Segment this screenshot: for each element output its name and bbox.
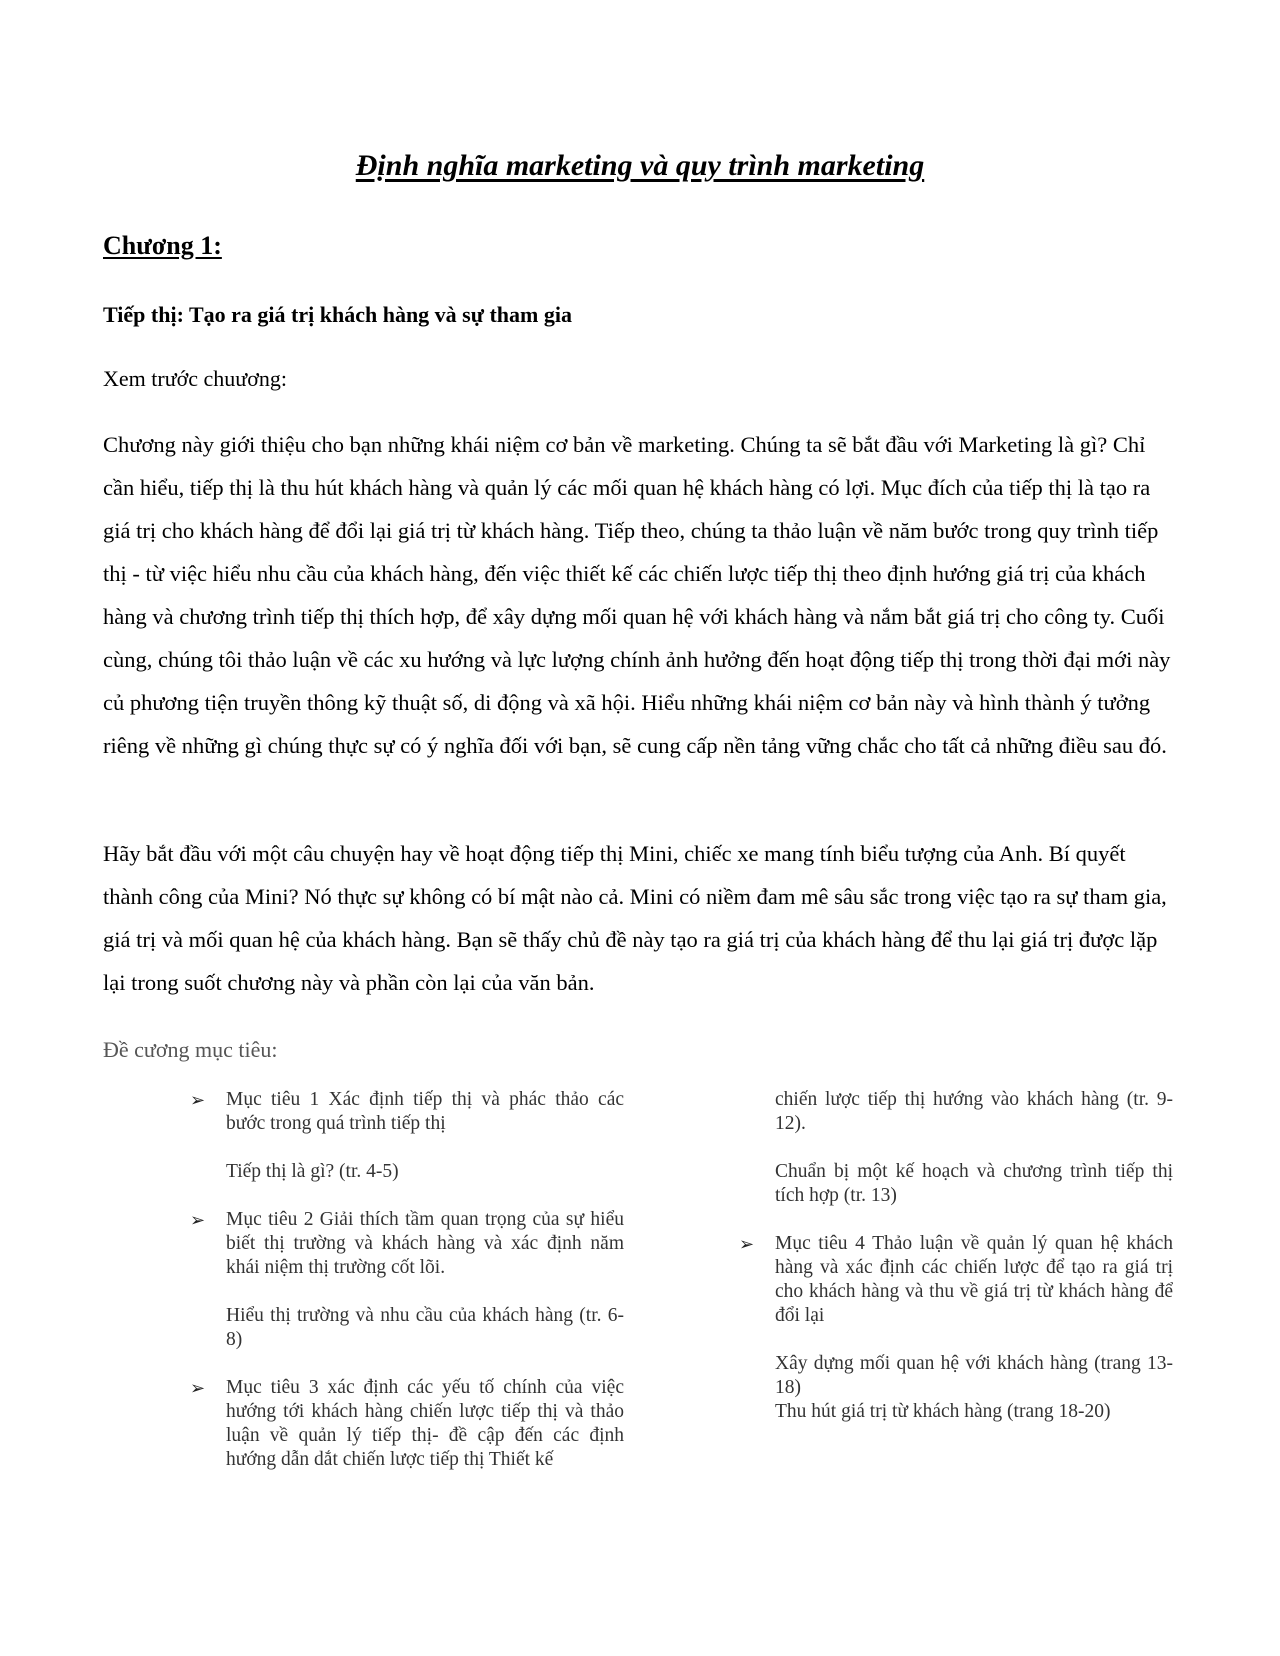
- objective-text: Mục tiêu 3 xác định các yếu tố chính của việc hướng tới khách hàng chiến lược tiếp thị và thảo luận về quản lý tiếp thị- đề cập đến các định hướng dẫn dắt chiến lược tiếp thị Thiết kế: [226, 1377, 624, 1470]
- objective-text: Mục tiêu 2 Giải thích tầm quan trọng của sự hiểu biết thị trường và khách hàng và xác định năm khái niệm thị trường cốt lõi.: [226, 1209, 624, 1278]
- objective-subtopic: Tiếp thị là gì? (tr. 4-5): [226, 1161, 399, 1182]
- objective-subtopic: Chuẩn bị một kế hoạch và chương trình tiếp thị tích hợp (tr. 13): [775, 1161, 1173, 1206]
- objectives-outline-label: Đề cương mục tiêu:: [103, 1037, 278, 1062]
- arrow-bullet-icon: ➢: [190, 1090, 206, 1110]
- objective-text: Mục tiêu 4 Thảo luận về quản lý quan hệ khách hàng và xác định các chiến lược để tạo ra giá trị cho khách hàng và thu về giá trị từ khách hàng để đổi lại: [775, 1233, 1173, 1326]
- arrow-bullet-icon: ➢: [190, 1210, 206, 1230]
- chapter-subtitle: Tiếp thị: Tạo ra giá trị khách hàng và sự tham gia: [103, 302, 572, 327]
- mini-story-paragraph: Hãy bắt đầu với một câu chuyện hay về hoạt động tiếp thị Mini, chiếc xe mang tính biểu tượng của Anh. Bí quyết thành công của Mini? Nó thực sự không có bí mật nào cả. Mini có niềm đam mê sâu sắc trong việc tạo ra sự tham gia, giá trị và mối quan hệ của khách hàng. Bạn sẽ thấy chủ đề này tạo ra giá trị của khách hàng để thu lại giá trị được lặp lại trong suốt chương này và phần còn lại của văn bản.: [103, 841, 1167, 995]
- arrow-bullet-icon: ➢: [739, 1234, 755, 1254]
- chapter-heading: Chương 1:: [103, 231, 222, 260]
- chapter-preview-label: Xem trước chuương:: [103, 366, 287, 391]
- objective-subtopic: Hiểu thị trường và nhu cầu của khách hàng (tr. 6-8): [226, 1305, 624, 1350]
- objectives-left-column: [190, 1088, 624, 1496]
- document-title: Định nghĩa marketing và quy trình marketing: [355, 149, 925, 182]
- objective-item: [739, 1232, 1173, 1328]
- objective-subtopic: Xây dựng mối quan hệ với khách hàng (trang 13-18): [775, 1353, 1173, 1398]
- objective-subtopic: Thu hút giá trị từ khách hàng (trang 18-20): [775, 1401, 1111, 1422]
- objective-item: [190, 1376, 624, 1472]
- objectives-right-column: [739, 1088, 1173, 1448]
- objective-item: [190, 1208, 624, 1280]
- intro-paragraph: Chương này giới thiệu cho bạn những khái niệm cơ bản về marketing. Chúng ta sẽ bắt đầu với Marketing là gì? Chỉ cần hiểu, tiếp thị là thu hút khách hàng và quản lý các mối quan hệ khách hàng có lợi. Mục đích của tiếp thị là tạo ra giá trị cho khách hàng để đổi lại giá trị từ khách hàng. Tiếp theo, chúng ta thảo luận về năm bước trong quy trình tiếp thị - từ việc hiểu nhu cầu của khách hàng, đến việc thiết kế các chiến lược tiếp thị theo định hướng giá trị của khách hàng và chương trình tiếp thị thích hợp, để xây dựng mối quan hệ với khách hàng và nắm bắt giá trị cho công ty. Cuối cùng, chúng tôi thảo luận về các xu hướng và lực lượng chính ảnh hưởng đến hoạt động tiếp thị trong thời đại mới này củ phương tiện truyền thông kỹ thuật số, di động và xã hội. Hiểu những khái niệm cơ bản này và hình thành ý tưởng riêng về những gì chúng thực sự có ý nghĩa đối với bạn, sẽ cung cấp nền tảng vững chắc cho tất cả những điều sau đó.: [103, 432, 1171, 758]
- objective-text: Mục tiêu 1 Xác định tiếp thị và phác thảo các bước trong quá trình tiếp thị: [226, 1089, 624, 1134]
- arrow-bullet-icon: ➢: [190, 1378, 206, 1398]
- objective-continuation: chiến lược tiếp thị hướng vào khách hàng (tr. 9-12).: [775, 1089, 1173, 1134]
- objective-item: [190, 1088, 624, 1136]
